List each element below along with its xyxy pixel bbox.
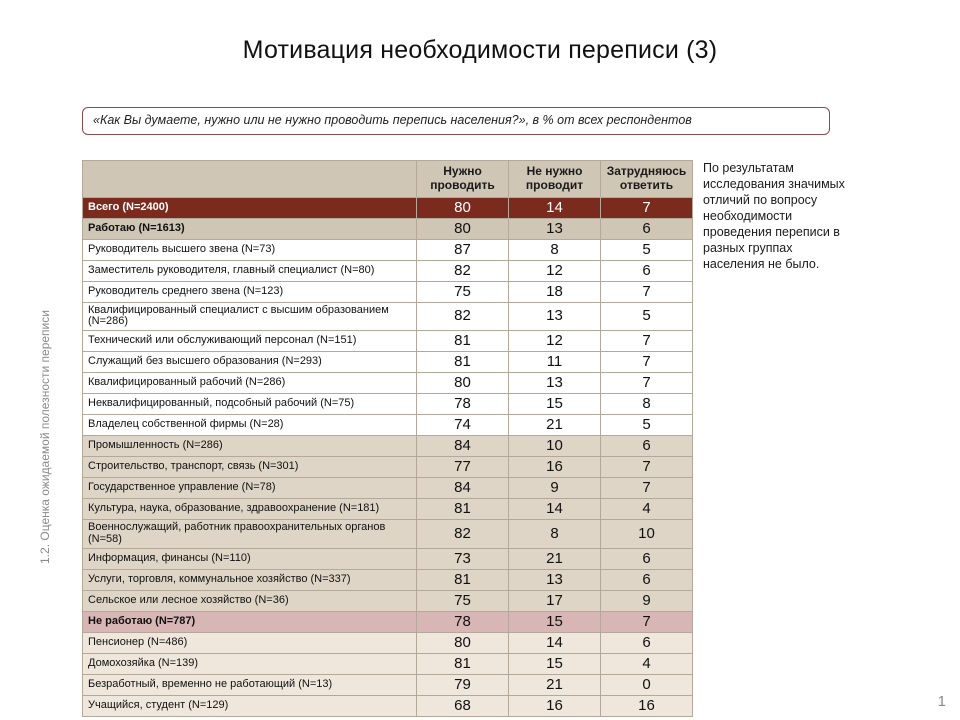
row-label: Информация, финансы (N=110) <box>83 549 417 570</box>
cell-no: 8 <box>509 239 601 260</box>
cell-hard: 6 <box>601 633 693 654</box>
cell-yes: 80 <box>417 373 509 394</box>
cell-no: 18 <box>509 281 601 302</box>
cell-no: 12 <box>509 260 601 281</box>
cell-no: 8 <box>509 520 601 549</box>
row-label: Услуги, торговля, коммунальное хозяйство (N=337) <box>83 570 417 591</box>
cell-yes: 82 <box>417 260 509 281</box>
table-body <box>83 197 693 717</box>
cell-yes: 81 <box>417 654 509 675</box>
cell-yes: 79 <box>417 675 509 696</box>
row-label: Сельское или лесное хозяйство (N=36) <box>83 591 417 612</box>
cell-no: 12 <box>509 331 601 352</box>
table-header-row <box>83 161 693 198</box>
column-header-no: Не нужно проводит <box>509 161 601 198</box>
cell-no: 11 <box>509 352 601 373</box>
cell-hard: 7 <box>601 331 693 352</box>
table-row <box>83 612 693 633</box>
cell-hard: 0 <box>601 675 693 696</box>
cell-yes: 75 <box>417 591 509 612</box>
cell-no: 14 <box>509 197 601 218</box>
row-label: Государственное управление (N=78) <box>83 478 417 499</box>
cell-no: 15 <box>509 654 601 675</box>
cell-yes: 87 <box>417 239 509 260</box>
section-label: 1.2. Оценка ожидаемой полезности переписи <box>38 310 52 564</box>
table-row <box>83 696 693 717</box>
cell-hard: 4 <box>601 499 693 520</box>
cell-hard: 7 <box>601 612 693 633</box>
cell-hard: 5 <box>601 239 693 260</box>
table-row <box>83 478 693 499</box>
table-row <box>83 654 693 675</box>
cell-hard: 6 <box>601 436 693 457</box>
table-row <box>83 197 693 218</box>
cell-no: 16 <box>509 696 601 717</box>
question-text: «Как Вы думаете, нужно или не нужно проводить перепись населения?», в % от всех респондентов <box>93 113 692 128</box>
row-label: Заместитель руководителя, главный специалист (N=80) <box>83 260 417 281</box>
cell-hard: 7 <box>601 373 693 394</box>
cell-no: 15 <box>509 394 601 415</box>
cell-no: 14 <box>509 633 601 654</box>
cell-hard: 9 <box>601 591 693 612</box>
page-title: Мотивация необходимости переписи (3) <box>242 36 718 64</box>
cell-hard: 8 <box>601 394 693 415</box>
cell-yes: 81 <box>417 352 509 373</box>
row-label: Строительство, транспорт, связь (N=301) <box>83 457 417 478</box>
table-row <box>83 260 693 281</box>
cell-hard: 6 <box>601 549 693 570</box>
table-row <box>83 218 693 239</box>
cell-no: 21 <box>509 415 601 436</box>
column-header-blank <box>83 161 417 198</box>
row-label: Квалифицированный рабочий (N=286) <box>83 373 417 394</box>
row-label: Военнослужащий, работник правоохранительных органов (N=58) <box>83 520 417 549</box>
row-label: Домохозяйка (N=139) <box>83 654 417 675</box>
table-row <box>83 499 693 520</box>
cell-hard: 10 <box>601 520 693 549</box>
cell-no: 14 <box>509 499 601 520</box>
cell-yes: 77 <box>417 457 509 478</box>
table-row <box>83 373 693 394</box>
row-label: Неквалифицированный, подсобный рабочий (N=75) <box>83 394 417 415</box>
cell-hard: 5 <box>601 415 693 436</box>
cell-yes: 75 <box>417 281 509 302</box>
cell-hard: 6 <box>601 570 693 591</box>
cell-yes: 84 <box>417 478 509 499</box>
cell-hard: 7 <box>601 197 693 218</box>
column-header-yes: Нужно проводить <box>417 161 509 198</box>
table-row <box>83 352 693 373</box>
cell-yes: 81 <box>417 570 509 591</box>
row-label: Не работаю (N=787) <box>83 612 417 633</box>
cell-no: 13 <box>509 218 601 239</box>
cell-yes: 81 <box>417 499 509 520</box>
cell-hard: 7 <box>601 478 693 499</box>
cell-no: 10 <box>509 436 601 457</box>
row-label: Служащий без высшего образования (N=293) <box>83 352 417 373</box>
row-label: Безработный, временно не работающий (N=13) <box>83 675 417 696</box>
row-label: Всего (N=2400) <box>83 197 417 218</box>
table-row <box>83 633 693 654</box>
row-label: Учащийся, студент (N=129) <box>83 696 417 717</box>
cell-yes: 80 <box>417 633 509 654</box>
cell-no: 17 <box>509 591 601 612</box>
cell-no: 21 <box>509 549 601 570</box>
cell-yes: 78 <box>417 394 509 415</box>
results-table <box>82 160 693 717</box>
cell-hard: 7 <box>601 281 693 302</box>
row-label: Руководитель высшего звена (N=73) <box>83 239 417 260</box>
cell-no: 15 <box>509 612 601 633</box>
cell-hard: 6 <box>601 218 693 239</box>
table-row <box>83 302 693 331</box>
cell-no: 21 <box>509 675 601 696</box>
table-row <box>83 239 693 260</box>
cell-hard: 7 <box>601 352 693 373</box>
cell-no: 13 <box>509 570 601 591</box>
table-row <box>83 415 693 436</box>
page-number: 1 <box>937 693 946 710</box>
row-label: Руководитель среднего звена (N=123) <box>83 281 417 302</box>
summary-note: По результатам исследования значимых отличий по вопросу необходимости проведения переписи в разных группах населения не было. <box>703 161 845 271</box>
row-label: Промышленность (N=286) <box>83 436 417 457</box>
row-label: Квалифицированный специалист с высшим образованием (N=286) <box>83 302 417 331</box>
table-row <box>83 570 693 591</box>
table-row <box>83 457 693 478</box>
column-header-hard: Затрудняюсь ответить <box>601 161 693 198</box>
cell-yes: 78 <box>417 612 509 633</box>
row-label: Владелец собственной фирмы (N=28) <box>83 415 417 436</box>
table-row <box>83 331 693 352</box>
cell-yes: 73 <box>417 549 509 570</box>
table-row <box>83 281 693 302</box>
row-label: Пенсионер (N=486) <box>83 633 417 654</box>
cell-hard: 6 <box>601 260 693 281</box>
row-label: Работаю (N=1613) <box>83 218 417 239</box>
cell-no: 16 <box>509 457 601 478</box>
cell-hard: 16 <box>601 696 693 717</box>
row-label: Культура, наука, образование, здравоохранение (N=181) <box>83 499 417 520</box>
cell-yes: 68 <box>417 696 509 717</box>
table-row <box>83 549 693 570</box>
cell-no: 13 <box>509 373 601 394</box>
cell-yes: 82 <box>417 520 509 549</box>
cell-hard: 5 <box>601 302 693 331</box>
question-box <box>82 107 830 135</box>
cell-yes: 81 <box>417 331 509 352</box>
cell-hard: 4 <box>601 654 693 675</box>
cell-no: 9 <box>509 478 601 499</box>
table-row <box>83 591 693 612</box>
cell-yes: 80 <box>417 218 509 239</box>
table-row <box>83 394 693 415</box>
table-row <box>83 675 693 696</box>
cell-yes: 80 <box>417 197 509 218</box>
cell-yes: 84 <box>417 436 509 457</box>
table-row <box>83 520 693 549</box>
cell-yes: 82 <box>417 302 509 331</box>
cell-hard: 7 <box>601 457 693 478</box>
row-label: Технический или обслуживающий персонал (N=151) <box>83 331 417 352</box>
cell-no: 13 <box>509 302 601 331</box>
cell-yes: 74 <box>417 415 509 436</box>
table-row <box>83 436 693 457</box>
